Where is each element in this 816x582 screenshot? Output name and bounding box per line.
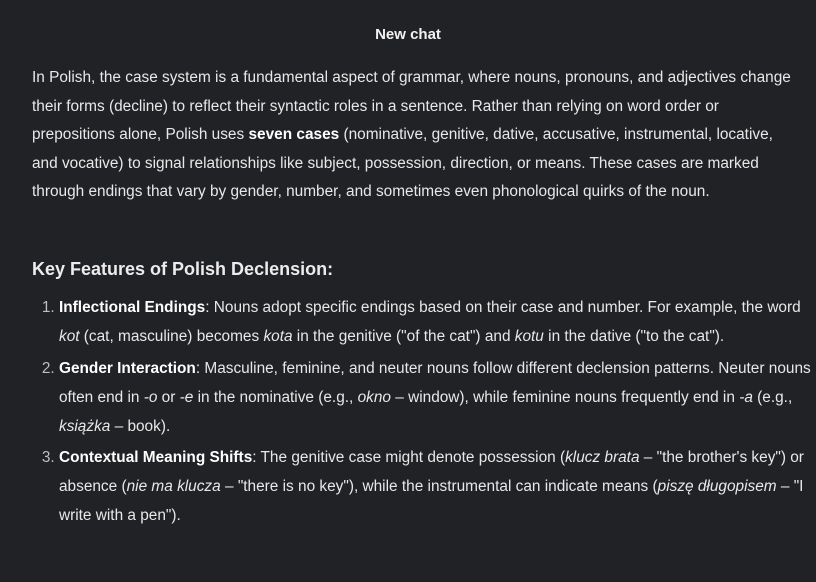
item-text: in the genitive ("of the cat") and (292, 328, 515, 345)
item-text: – "there is no key"), while the instrumental can indicate means ( (220, 478, 658, 495)
item-text: (e.g., (752, 388, 793, 406)
list-item (59, 293, 816, 351)
item-italic: piszę długopisem (657, 478, 777, 495)
item-text: – window), while feminine nouns frequently end in (390, 388, 740, 406)
item-text: (cat, masculine) becomes (79, 328, 264, 345)
item-italic: okno (357, 388, 391, 406)
section-heading: Key Features of Polish Declension: (32, 259, 334, 279)
item-italic: -o (143, 388, 158, 406)
intro-text-1: In Polish, the case system is a fundamental aspect of grammar, where nouns, pronouns, and adjectives change their forms (decline) to reflect their syntactic roles in a sentence. Rather than relying on word order or prepositions alone, Polish uses (32, 69, 791, 144)
intro-bold: seven cases (248, 126, 340, 144)
item-italic: kot (59, 328, 80, 345)
message-body (32, 64, 792, 207)
intro-text-2: (nominative, genitive, dative, accusative, instrumental, locative, and vocative) to signal relationships like subject, possession, direction, or means. These cases are marked through endings that vary by gender, number, and sometimes even phonological quirks of the noun. (32, 126, 773, 201)
list-item (59, 443, 816, 530)
item-title: Gender Interaction (59, 359, 196, 377)
item-text: – book). (110, 417, 171, 435)
item-italic: -a (739, 388, 753, 406)
list-item (59, 354, 816, 441)
item-italic: książka (59, 417, 111, 435)
item-text: in the dative ("to the cat"). (543, 328, 725, 345)
item-text: : The genitive case might denote possession ( (252, 449, 566, 466)
item-text: in the nominative (e.g., (193, 388, 358, 406)
chat-title: New chat (375, 26, 441, 43)
item-text: – "the brother's key") or absence ( (59, 449, 804, 495)
item-italic: nie ma klucza (126, 478, 221, 495)
item-italic: -e (179, 388, 194, 406)
intro-paragraph (32, 64, 792, 207)
item-text: : Masculine, feminine, and neuter nouns follow different declension patterns. Neuter nouns often end in (59, 359, 811, 406)
item-italic: kota (263, 328, 293, 345)
item-text: : Nouns adopt specific endings based on their case and number. For example, the word (205, 299, 801, 316)
item-text: or (157, 388, 180, 406)
item-title: Inflectional Endings (59, 299, 206, 316)
item-title: Contextual Meaning Shifts (59, 449, 253, 466)
item-italic: kotu (514, 328, 544, 345)
features-list (32, 293, 816, 533)
item-text: – "I write with a pen"). (59, 478, 804, 524)
item-italic: klucz brata (565, 449, 640, 466)
